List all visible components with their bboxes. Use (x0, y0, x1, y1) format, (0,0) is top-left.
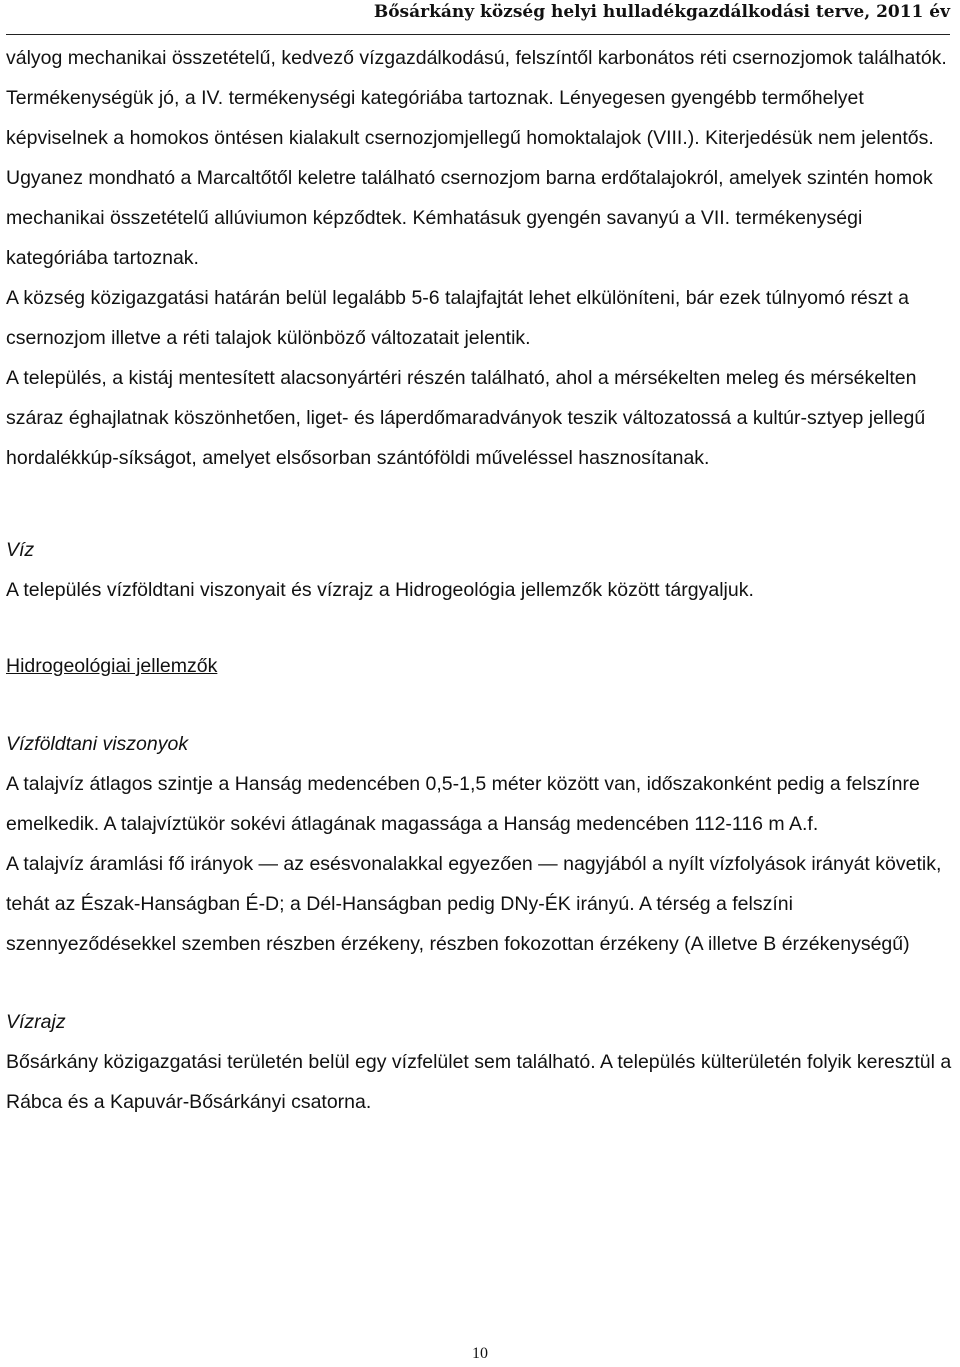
paragraph-soils: vályog mechanikai összetételű, kedvező vízgazdálkodású, felszíntől karbonátos réti csernozjomok találhatók. Termékenységük jó, a IV. termékenységi kategóriába tartoznak. Lényegesen gyengébb termőhelyet képviselnek a homokos öntésen kialakult csernozjomjellegű homoktalajok (VIII.). Kiterjedésük nem jelentős. Ugyanez mondható a Marcaltőtől keletre található csernozjom barna erdőtalajokról, amelyek szintén homok mechanikai összetételű allúviumon képződtek. Kémhatásuk gyengén savanyú a VII. termékenységi kategóriába tartoznak. (6, 47, 947, 269)
running-header (6, 0, 950, 35)
paragraph-groundwater-flow: A talajvíz áramlási fő irányok — az esésvonalakkal egyezően — nagyjából a nyílt vízfolyások irányát követik, tehát az Észak-Hanságban É-D; a Dél-Hanságban pedig DNy-ÉK irányú. A térség a felszíni szennyeződésekkel szemben részben érzékeny, részben fokozottan érzékeny (A illetve B érzékenységű) (6, 853, 942, 955)
page-number: 10 (472, 1345, 488, 1362)
spacer (6, 478, 954, 530)
paragraph-landscape: A település, a kistáj mentesített alacsonyártéri részén található, ahol a mérsékelten meleg és mérsékelten száraz éghajlatnak köszönhetően, liget- és láperdőmaradványok teszik változatossá a kultúr-sztyep jellegű hordalékkúp-síkságot, amelyet elsősorban szántóföldi műveléssel hasznosítanak. (6, 367, 926, 469)
header-title: Bősárkány község helyi hulladékgazdálkodási terve, 2011 év (373, 2, 950, 22)
heading-hidrogeologia: Hidrogeológiai jellemzők (6, 655, 218, 677)
paragraph-groundwater-level: A talajvíz átlagos szintje a Hanság medencében 0,5-1,5 méter között van, időszakonként pedig a felszínre emelkedik. A talajvíztükör sokévi átlagának magassága a Hanság medencében 112-116 m A.f. (6, 773, 920, 835)
spacer (6, 964, 954, 1002)
heading-vizrajz: Vízrajz (6, 1011, 66, 1033)
paragraph-soil-types: A község közigazgatási határán belül legalább 5-6 talajfajtát lehet elkülöníteni, bár ezek túlnyomó részt a csernozjom illetve a réti talajok különböző változatait jelentik. (6, 287, 909, 349)
document-body (6, 38, 954, 1122)
paragraph-viz: A település vízföldtani viszonyait és vízrajz a Hidrogeológia jellemzők között tárgyaljuk. (6, 579, 754, 601)
spacer (6, 610, 954, 646)
spacer (6, 686, 954, 724)
heading-vizfoldtani: Vízföldtani viszonyok (6, 733, 189, 755)
paragraph-vizrajz: Bősárkány közigazgatási területén belül egy vízfelület sem található. A település külterületén folyik keresztül a Rábca és a Kapuvár-Bősárkányi csatorna. (6, 1051, 952, 1113)
heading-viz: Víz (6, 539, 35, 561)
